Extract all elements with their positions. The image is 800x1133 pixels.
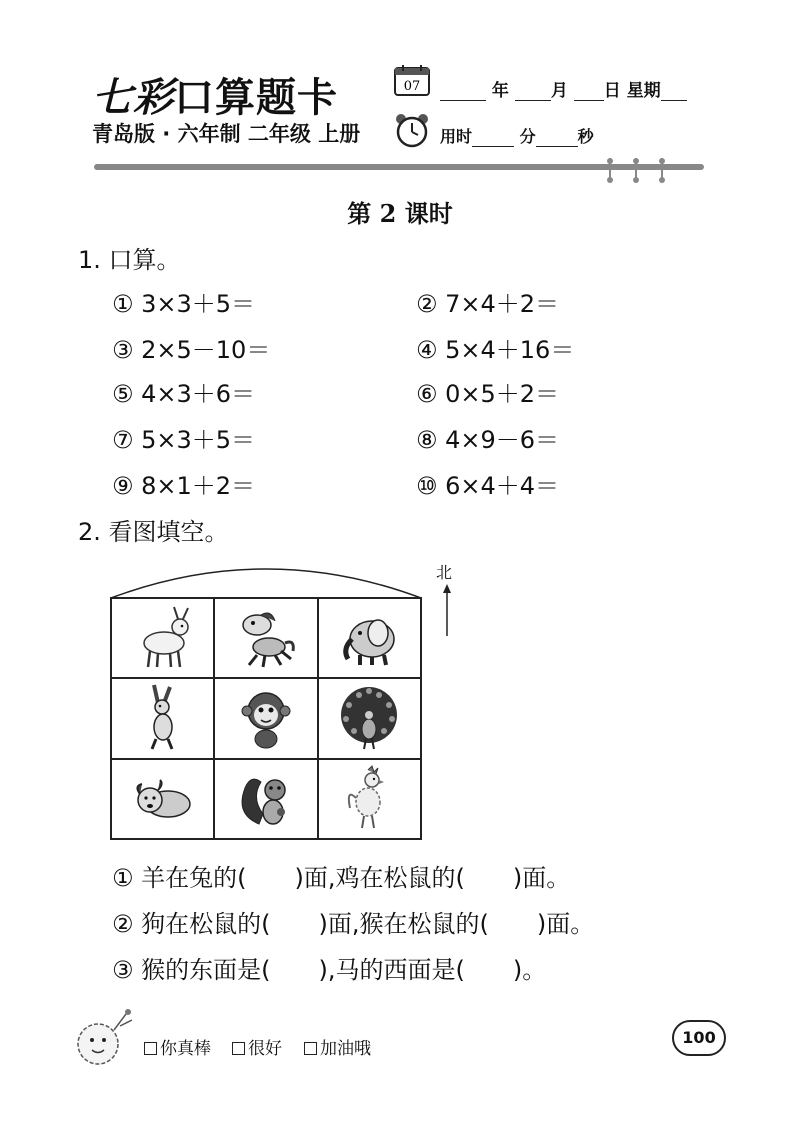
problem-7: ⑦ 5×3＋5＝ <box>112 426 256 454</box>
cell-elephant <box>318 598 421 678</box>
cell-peacock <box>318 678 421 758</box>
minute-label: 分 <box>519 127 536 146</box>
problem-8: ⑧ 4×9－6＝ <box>416 426 560 454</box>
mascot-icon <box>70 1006 136 1072</box>
rating-good-label: 很好 <box>248 1039 282 1059</box>
problem-1: ① 3×3＋5＝ <box>112 290 256 318</box>
north-arrow-icon <box>440 584 454 636</box>
weekday-label: 星期 <box>626 81 661 101</box>
problem-5: ⑤ 4×3＋6＝ <box>112 380 256 408</box>
cell-goat <box>111 598 214 678</box>
weekday-blank[interactable] <box>661 84 687 101</box>
brand-prefix: 七彩 <box>92 74 174 121</box>
alarm-clock-icon <box>394 112 430 148</box>
fill-question-3: ③ 猴的东面是( ),马的西面是( )。 <box>112 956 547 984</box>
rating-good-checkbox[interactable] <box>232 1042 245 1055</box>
lesson-title: 第 2 课时 <box>347 199 453 228</box>
zoo-roof-arch <box>110 552 422 600</box>
day-label: 日 <box>603 81 621 101</box>
cell-monkey <box>214 678 317 758</box>
second-blank[interactable] <box>536 130 578 147</box>
cell-horse <box>214 598 317 678</box>
brand-name: 口算题卡 <box>174 75 338 121</box>
problem-6: ⑥ 0×5＋2＝ <box>416 380 560 408</box>
rating-great-checkbox[interactable] <box>144 1042 157 1055</box>
cell-dog <box>111 759 214 839</box>
rooster-icon <box>334 764 404 834</box>
page-number: 100 <box>672 1020 726 1056</box>
cell-rabbit <box>111 678 214 758</box>
north-label: 北 <box>436 563 453 582</box>
calendar-icon <box>394 64 430 96</box>
date-line <box>440 76 687 101</box>
edition-label: 青岛版 · 六年制 二年级 上册 <box>92 122 361 146</box>
elephant-icon <box>334 603 404 673</box>
calendar-number: 07 <box>403 79 421 94</box>
problem-10: ⑩ 6×4＋4＝ <box>416 472 560 500</box>
bead-decoration-icon <box>600 156 680 184</box>
problem-2: ② 7×4＋2＝ <box>416 290 560 318</box>
time-label: 用时 <box>440 127 473 146</box>
minute-blank[interactable] <box>472 130 514 147</box>
month-blank[interactable] <box>515 84 551 101</box>
day-blank[interactable] <box>574 84 604 101</box>
second-label: 秒 <box>577 127 594 146</box>
section2-title: 2. 看图填空。 <box>78 518 229 546</box>
animal-grid <box>110 597 422 840</box>
rating-good[interactable] <box>232 1034 282 1059</box>
squirrel-icon <box>231 764 301 834</box>
problem-9: ⑨ 8×1＋2＝ <box>112 472 256 500</box>
section1-title: 1. 口算。 <box>78 246 181 274</box>
rating-keep-going-checkbox[interactable] <box>304 1042 317 1055</box>
rating-keep-going[interactable] <box>304 1034 371 1059</box>
dog-icon <box>128 764 198 834</box>
rabbit-icon <box>128 683 198 753</box>
monkey-icon <box>231 683 301 753</box>
year-label: 年 <box>491 81 509 101</box>
month-label: 月 <box>550 81 568 101</box>
cell-squirrel <box>214 759 317 839</box>
year-blank[interactable] <box>440 84 486 101</box>
fill-question-2: ② 狗在松鼠的( )面,猴在松鼠的( )面。 <box>112 910 595 938</box>
peacock-icon <box>334 683 404 753</box>
horse-icon <box>231 603 301 673</box>
cell-rooster <box>318 759 421 839</box>
rating-keep-going-label: 加油哦 <box>320 1039 371 1059</box>
rating-great-label: 你真棒 <box>160 1039 211 1059</box>
rating-great[interactable] <box>144 1034 211 1059</box>
fill-question-1: ① 羊在兔的( )面,鸡在松鼠的( )面。 <box>112 864 571 892</box>
goat-icon <box>128 603 198 673</box>
brand-title <box>92 66 338 123</box>
problem-3: ③ 2×5－10＝ <box>112 336 271 364</box>
time-line <box>440 124 594 147</box>
problem-4: ④ 5×4＋16＝ <box>416 336 575 364</box>
